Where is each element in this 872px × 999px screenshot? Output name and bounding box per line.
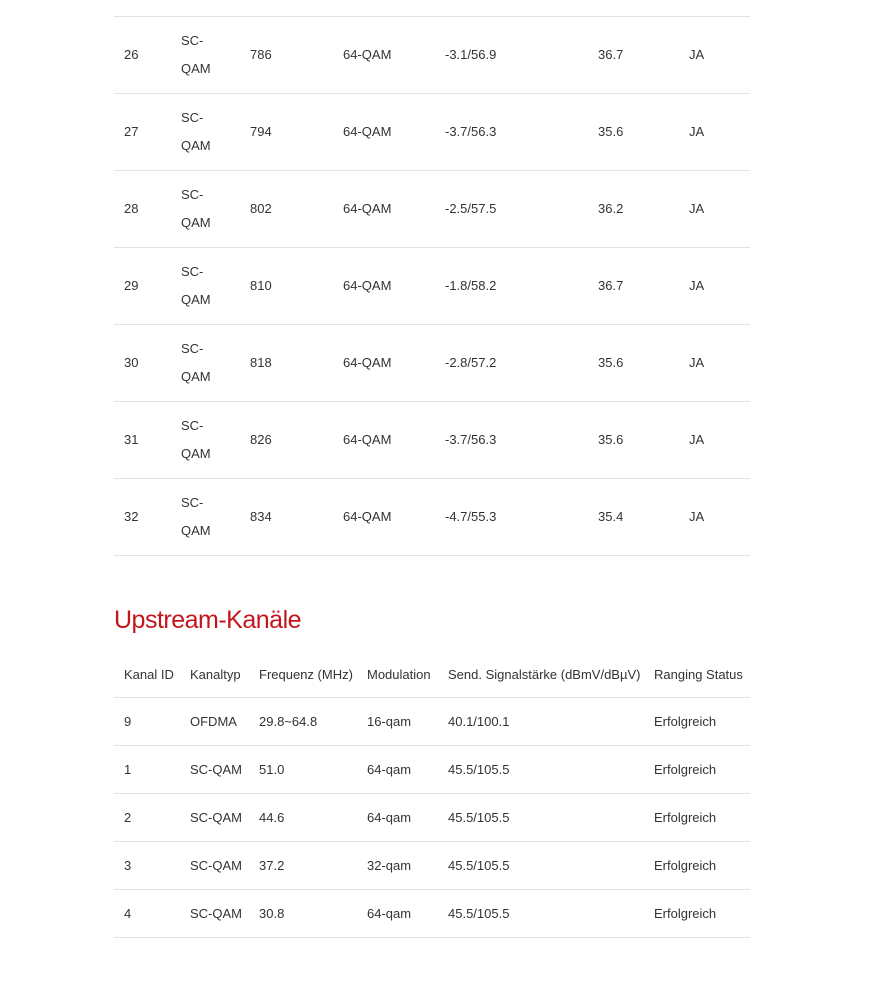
power-cell: 45.5/105.5 bbox=[448, 762, 510, 777]
channel-id-cell: 32 bbox=[124, 509, 139, 524]
channel-id-cell: 28 bbox=[124, 201, 139, 216]
column-header-modulation: Modulation bbox=[367, 667, 431, 682]
channel-type-cell: SC-QAM bbox=[190, 858, 242, 873]
ranging-status-cell: Erfolgreich bbox=[654, 810, 717, 825]
ranging-status-cell: Erfolgreich bbox=[654, 906, 717, 921]
power-cell: -3.1/56.9 bbox=[445, 47, 497, 62]
modulation-cell: 64-QAM bbox=[343, 355, 392, 370]
channel-type-cell bbox=[181, 248, 211, 314]
channel-id-cell: 26 bbox=[124, 47, 139, 62]
snr-cell: 35.6 bbox=[598, 124, 624, 139]
column-header-channel-id: Kanal ID bbox=[124, 667, 174, 682]
channel-type-cell bbox=[181, 402, 211, 468]
channel-id-cell: 29 bbox=[124, 278, 139, 293]
snr-cell: 36.7 bbox=[598, 278, 624, 293]
modulation-cell: 64-QAM bbox=[343, 509, 392, 524]
channel-type-cell: SC-QAM bbox=[190, 762, 242, 777]
column-header-transmit-power: Send. Signalstärke (dBmV/dBµV) bbox=[448, 667, 641, 682]
channel-type-cell bbox=[181, 94, 211, 160]
column-header-ranging-status: Ranging Status bbox=[654, 667, 743, 682]
channel-type-line: QAM bbox=[181, 61, 211, 76]
modulation-cell: 64-QAM bbox=[343, 124, 392, 139]
modulation-cell: 64-QAM bbox=[343, 278, 392, 293]
table-row bbox=[114, 842, 750, 890]
locked-cell: JA bbox=[689, 278, 705, 293]
table-row bbox=[114, 402, 750, 479]
channel-type-line: SC- bbox=[181, 187, 204, 202]
power-cell: 45.5/105.5 bbox=[448, 810, 510, 825]
channel-type-cell bbox=[181, 17, 211, 83]
channel-type-line: QAM bbox=[181, 215, 211, 230]
frequency-cell: 802 bbox=[250, 201, 272, 216]
frequency-cell: 30.8 bbox=[259, 906, 285, 921]
upstream-table bbox=[114, 652, 750, 938]
channel-type-line: SC- bbox=[181, 418, 204, 433]
table-row bbox=[114, 171, 750, 248]
table-row bbox=[114, 890, 750, 938]
modulation-cell: 64-qam bbox=[367, 906, 412, 921]
snr-cell: 36.2 bbox=[598, 201, 624, 216]
channel-type-cell: SC-QAM bbox=[190, 906, 242, 921]
frequency-cell: 810 bbox=[250, 278, 272, 293]
frequency-cell: 818 bbox=[250, 355, 272, 370]
table-row bbox=[114, 794, 750, 842]
snr-cell: 35.6 bbox=[598, 432, 624, 447]
frequency-cell: 44.6 bbox=[259, 810, 285, 825]
channel-id-cell: 2 bbox=[124, 810, 132, 825]
modulation-cell: 32-qam bbox=[367, 858, 412, 873]
power-cell: -2.8/57.2 bbox=[445, 355, 497, 370]
channel-type-line: QAM bbox=[181, 138, 211, 153]
power-cell: -3.7/56.3 bbox=[445, 432, 497, 447]
table-row bbox=[114, 746, 750, 794]
channel-type-line: SC- bbox=[181, 110, 204, 125]
channel-type-line: SC- bbox=[181, 33, 204, 48]
channel-type-line: QAM bbox=[181, 523, 211, 538]
frequency-cell: 37.2 bbox=[259, 858, 285, 873]
snr-cell: 35.6 bbox=[598, 355, 624, 370]
power-cell: -2.5/57.5 bbox=[445, 201, 497, 216]
frequency-cell: 826 bbox=[250, 432, 272, 447]
table-row bbox=[114, 479, 750, 556]
channel-type-cell bbox=[181, 479, 211, 545]
channel-id-cell: 3 bbox=[124, 858, 132, 873]
frequency-cell: 834 bbox=[250, 509, 272, 524]
channel-type-line: SC- bbox=[181, 341, 204, 356]
power-cell: 45.5/105.5 bbox=[448, 906, 510, 921]
locked-cell: JA bbox=[689, 124, 705, 139]
locked-cell: JA bbox=[689, 47, 705, 62]
channel-type-cell bbox=[181, 325, 211, 391]
frequency-cell: 51.0 bbox=[259, 762, 285, 777]
column-header-frequency: Frequenz (MHz) bbox=[259, 667, 353, 682]
ranging-status-cell: Erfolgreich bbox=[654, 858, 717, 873]
modulation-cell: 16-qam bbox=[367, 714, 412, 729]
channel-id-cell: 27 bbox=[124, 124, 139, 139]
upstream-section-title: Upstream-Kanäle bbox=[114, 606, 302, 634]
channel-id-cell: 30 bbox=[124, 355, 139, 370]
power-cell: -3.7/56.3 bbox=[445, 124, 497, 139]
table-row bbox=[114, 94, 750, 171]
channel-type-line: SC- bbox=[181, 495, 204, 510]
power-cell: 40.1/100.1 bbox=[448, 714, 510, 729]
channel-type-cell: OFDMA bbox=[190, 714, 237, 729]
table-header-row bbox=[114, 652, 750, 698]
table-row bbox=[114, 325, 750, 402]
snr-cell: 36.7 bbox=[598, 47, 624, 62]
table-row bbox=[114, 698, 750, 746]
modulation-cell: 64-QAM bbox=[343, 432, 392, 447]
modulation-cell: 64-qam bbox=[367, 762, 412, 777]
channel-type-line: QAM bbox=[181, 446, 211, 461]
frequency-cell: 29.8~64.8 bbox=[259, 714, 318, 729]
channel-id-cell: 1 bbox=[124, 762, 132, 777]
modulation-cell: 64-QAM bbox=[343, 47, 392, 62]
power-cell: -4.7/55.3 bbox=[445, 509, 497, 524]
modulation-cell: 64-qam bbox=[367, 810, 412, 825]
power-cell: 45.5/105.5 bbox=[448, 858, 510, 873]
frequency-cell: 786 bbox=[250, 47, 272, 62]
channel-type-cell bbox=[181, 171, 211, 237]
channel-type-line: QAM bbox=[181, 292, 211, 307]
snr-cell: 35.4 bbox=[598, 509, 624, 524]
channel-type-cell: SC-QAM bbox=[190, 810, 242, 825]
locked-cell: JA bbox=[689, 432, 705, 447]
channel-type-line: SC- bbox=[181, 264, 204, 279]
ranging-status-cell: Erfolgreich bbox=[654, 762, 717, 777]
frequency-cell: 794 bbox=[250, 124, 272, 139]
power-cell: -1.8/58.2 bbox=[445, 278, 497, 293]
channel-id-cell: 9 bbox=[124, 714, 132, 729]
downstream-table bbox=[114, 16, 750, 556]
ranging-status-cell: Erfolgreich bbox=[654, 714, 717, 729]
locked-cell: JA bbox=[689, 201, 705, 216]
channel-type-line: QAM bbox=[181, 369, 211, 384]
locked-cell: JA bbox=[689, 509, 705, 524]
table-row bbox=[114, 17, 750, 94]
modulation-cell: 64-QAM bbox=[343, 201, 392, 216]
table-row bbox=[114, 248, 750, 325]
locked-cell: JA bbox=[689, 355, 705, 370]
channel-id-cell: 4 bbox=[124, 906, 132, 921]
column-header-channel-type: Kanaltyp bbox=[190, 667, 241, 682]
channel-id-cell: 31 bbox=[124, 432, 139, 447]
